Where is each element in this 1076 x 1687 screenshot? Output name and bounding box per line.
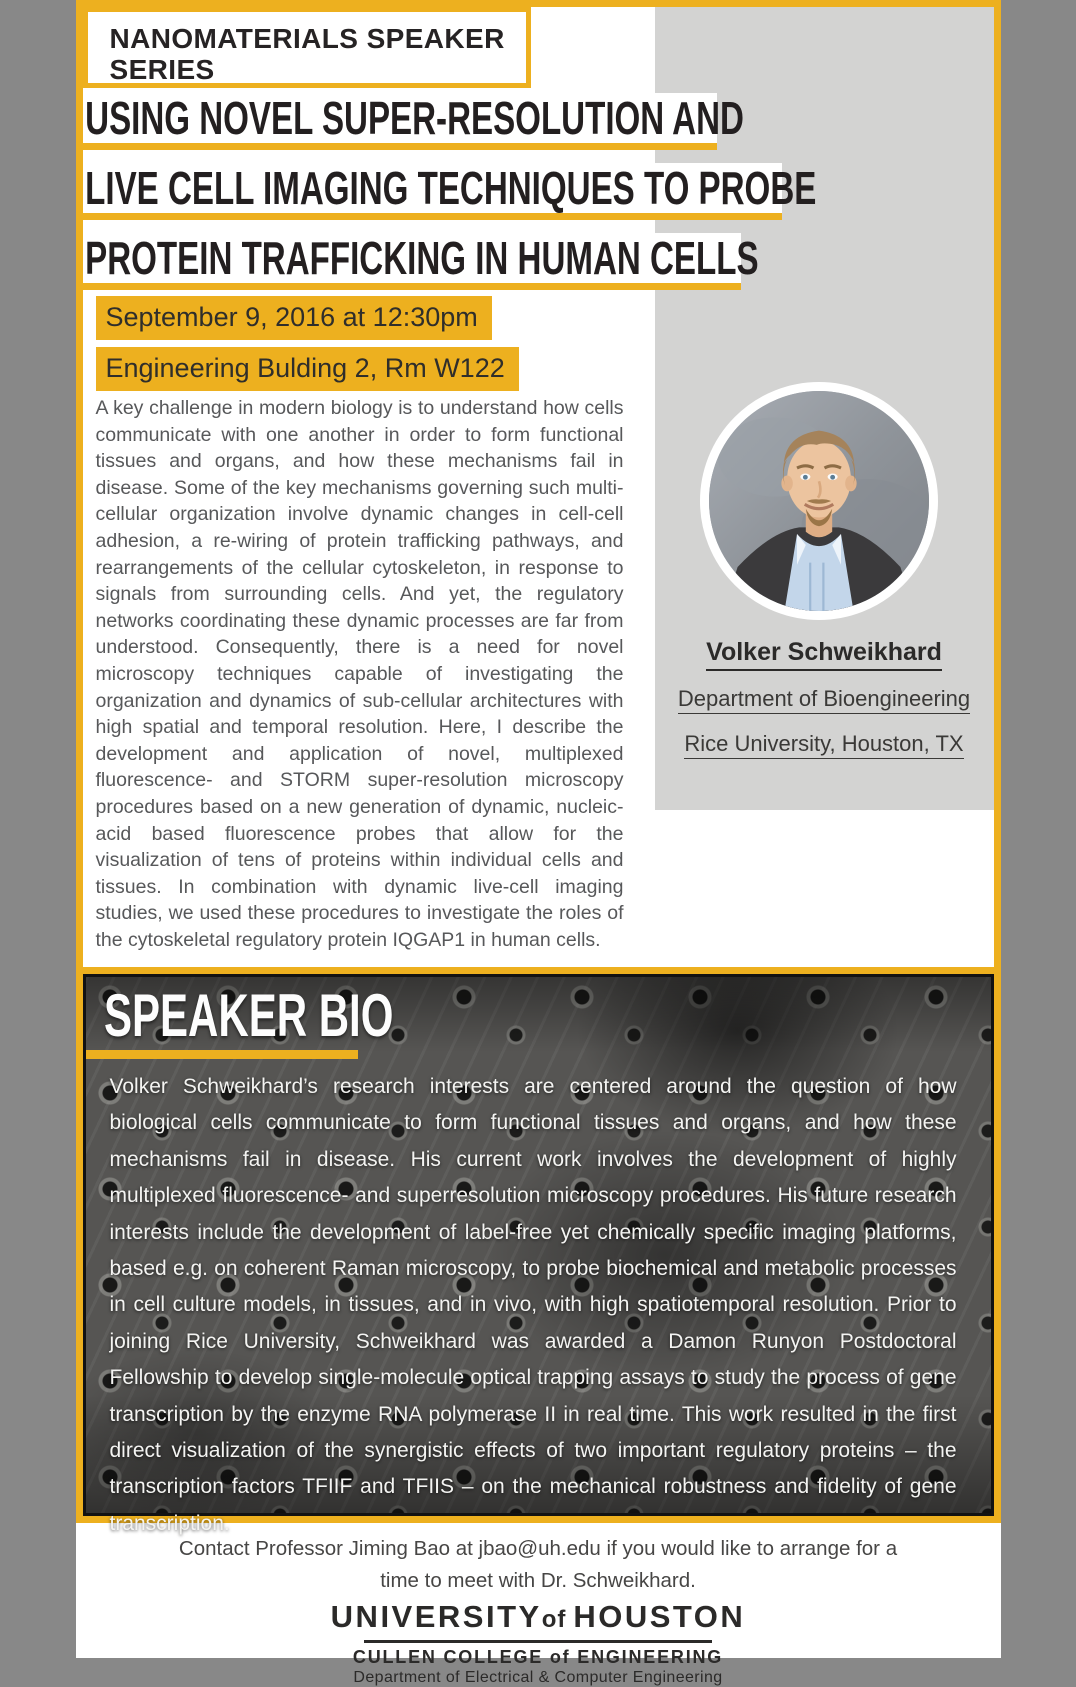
uh-logo: [76, 1599, 1001, 1687]
event-location: Engineering Bulding 2, Rm W122: [96, 347, 519, 391]
speaker-headshot-illustration: [709, 391, 929, 611]
talk-title-line-2: LIVE CELL IMAGING TECHNIQUES TO PROBE: [83, 163, 782, 220]
uh-logo-wordmark: UNIVERSITYof HOUSTON: [330, 1599, 746, 1634]
event-details: [96, 296, 519, 398]
bio-background-circuit-image: [83, 974, 994, 1535]
talk-title: [83, 92, 816, 303]
talk-title-line-1: USING NOVEL SUPER-RESOLUTION AND: [83, 93, 717, 150]
speaker-photo: [700, 382, 938, 620]
college-name: CULLEN COLLEGE of ENGINEERING: [352, 1646, 724, 1667]
series-title-box: [83, 7, 531, 88]
flyer-page: [76, 0, 1001, 1686]
speaker-department: Department of Bioengineering: [655, 686, 994, 712]
department-name: Department of Electrical & Computer Engineering: [353, 1668, 723, 1686]
speaker-name: Volker Schweikhard: [655, 638, 994, 667]
bio-text: Volker Schweikhard’s research interests are centered around the question of how biological cells communicate to form functional tissues and organs, and how these mechanisms fail in disease. His current work involves the development of highly multiplexed fluorescence- and superresolution microscopy procedures. His future research interests include the development of label-free yet chemically specific imaging platforms, based e.g. on coherent Raman microscopy, to probe biochemical and metabolic processes in cell culture models, in tissues, and in vivo, with high spatiotemporal resolution. Prior to joining Rice University, Schweikhard was awarded a Damon Runyon Postdoctoral Fellowship to develop single-molecule optical trapping assays to study the process of gene transcription by the enzyme RNA polymerase II in real time. This work resulted in the first direct visualization of the synergistic effects of two important regulatory proteins – the transcription factors TFIIF and TFIIS – on the mechanical robustness and fidelity of gene transcription.: [109, 1075, 957, 1535]
series-title: NANOMATERIALS SPEAKER SERIES: [109, 23, 505, 85]
speaker-affiliation: Rice University, Houston, TX: [655, 731, 994, 757]
contact-text: Contact Professor Jiming Bao at jbao@uh.edu if you would like to arrange for a time to meet with Dr. Schweikhard.: [178, 1537, 898, 1592]
bio-heading: SPEAKER BIO: [103, 982, 393, 1049]
bio-heading-underline: [86, 1050, 358, 1059]
bio-section: [76, 967, 1001, 1535]
abstract-text: A key challenge in modern biology is to understand how cells communicate with one another in order to form functional tissues and organs, and how these mechanisms fail in disease. Some of the key mechanisms governing such multi-cellular organization involve dynamic changes in cell-cell adhesion, a re-wiring of protein trafficking pathways, and rearrangements of the cellular cytoskeleton, in response to signals from surrounding cells. And yet, the regulatory networks coordinating these dynamic processes are far from understood. Consequently, there is a need for novel microscopy techniques capable of investigating the organization and dynamics of sub-cellular architectures with high spatial and temporal resolution. Here, I describe the development and application of novel, multiplexed fluorescence- and STORM super-resolution microscopy procedures based on a new generation of dynamic, nucleic-acid based fluorescence probes that allow for the visualization of tens of proteins within individual cells and tissues. In combination with dynamic live-cell imaging studies, we used these procedures to investigate the roles of the cytoskeletal regulatory protein IQGAP1 in human cells.: [95, 397, 624, 951]
uh-logo-rule: [364, 1640, 712, 1643]
event-datetime: September 9, 2016 at 12:30pm: [96, 296, 492, 340]
footer: [76, 1523, 1001, 1686]
talk-title-line-3: PROTEIN TRAFFICKING IN HUMAN CELLS: [83, 233, 741, 290]
